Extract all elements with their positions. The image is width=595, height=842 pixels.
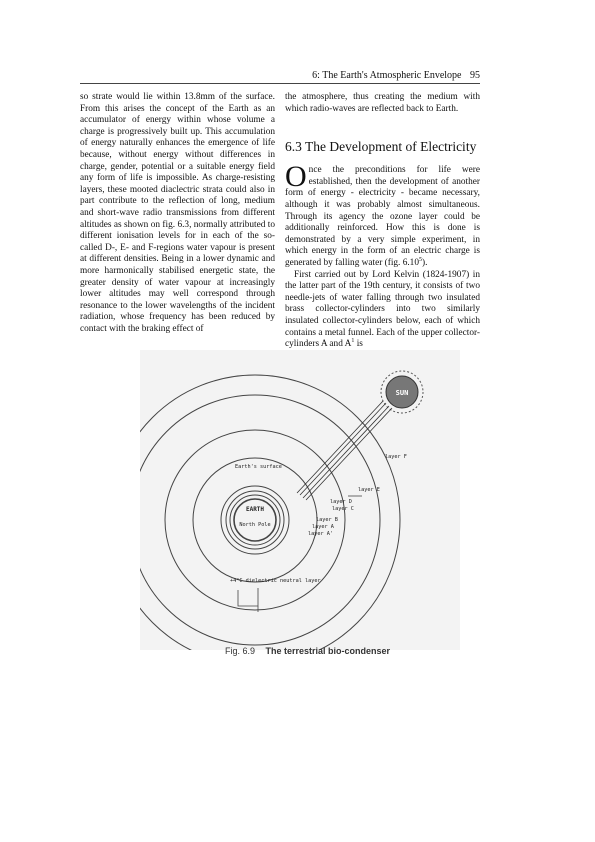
body-paragraph: so strate would lie within 13.8mm of the surface. From this arises the concept of the Earth as an accumulator of energy within whose volume a charge is progressively built up. This accumulation of energy naturally enhances the emergence of life because, without energy without differences in charge, gender, potential or a suitable energy field any form of life is impossible. As charge-resisting layers, these mooted diaclectric strata could also in part contribute to the reflection of long, medium and short-wave radio transmissions from different altitudes as shown on fig. 6.3, normally attributed to different ionisation levels for in each of the so-called D-, E- and F-regions water vapour is present at different densities. Being in a lower dynamic and more harmonically stabilised energetic state, the greater density of water vapour at increasingly lower altitudes may well correspond through resonance to the lower wavelengths of the incident radiation, whose frequency has been reduced by contact with the braking effect of bbox=[80, 92, 275, 334]
left-column bbox=[80, 92, 275, 335]
paragraph-end: is bbox=[354, 339, 363, 350]
figure-diagram bbox=[140, 350, 460, 650]
continuation-paragraph: the atmosphere, thus creating the medium with which radio-waves are reflected back to Earth. bbox=[285, 92, 480, 114]
paragraph-text: nce the preconditions for life were established, then the development of another form of energy - electricity - became necessary, although it was probably almost simultaneous. Through its agency the ozone layer could be additionally reinforced. How this is done is demonstrated by a very simple experiment, in which energy in the form of an electric charge is generated by falling water (fig. 6.10 bbox=[285, 165, 480, 268]
body-paragraph bbox=[285, 270, 480, 351]
superscript: 1 bbox=[351, 338, 355, 344]
figure-bio-condenser bbox=[140, 350, 460, 650]
label-layer-c: layer C bbox=[332, 506, 354, 512]
body-paragraph bbox=[285, 160, 480, 269]
label-dielectric-layer: +4°C dielectric neutral layer bbox=[230, 578, 321, 584]
figure-number: Fig. 6.9 bbox=[225, 646, 256, 656]
page-number: 95 bbox=[470, 70, 480, 81]
label-layer-a: layer A bbox=[312, 524, 334, 530]
drop-cap: O bbox=[285, 160, 307, 194]
paragraph-end: ). bbox=[421, 257, 428, 268]
section-heading: 6.3 The Development of Electricity bbox=[285, 139, 477, 155]
right-column bbox=[285, 92, 480, 351]
label-north-pole: North Pole bbox=[239, 522, 271, 528]
label-layer-a1: layer A' bbox=[308, 531, 333, 537]
figure-title: The terrestrial bio-condenser bbox=[265, 646, 391, 656]
label-layer-d: layer D bbox=[330, 499, 352, 505]
paragraph-text: First carried out by Lord Kelvin (1824-1907) in the latter part of the 19th century, it consists of two needle-jets of water falling through two insulated brass collector-cylinders into two similarly insulated collector-cylinders below, each of which contains a metal funnel. Each of the upper collector-cylinders A and A bbox=[285, 269, 480, 350]
label-layer-b: layer B bbox=[316, 517, 338, 523]
footnote-ref: 5 bbox=[418, 256, 422, 263]
label-earth: EARTH bbox=[245, 506, 265, 513]
running-title: 6: The Earth's Atmospheric Envelope bbox=[312, 70, 462, 81]
figure-caption bbox=[225, 646, 390, 656]
label-earth-surface: Earth's surface bbox=[235, 464, 282, 470]
label-sun: SUN bbox=[395, 389, 409, 397]
label-layer-e: layer E bbox=[358, 487, 380, 493]
running-head bbox=[80, 70, 480, 84]
label-layer-f: layer F bbox=[385, 454, 407, 460]
